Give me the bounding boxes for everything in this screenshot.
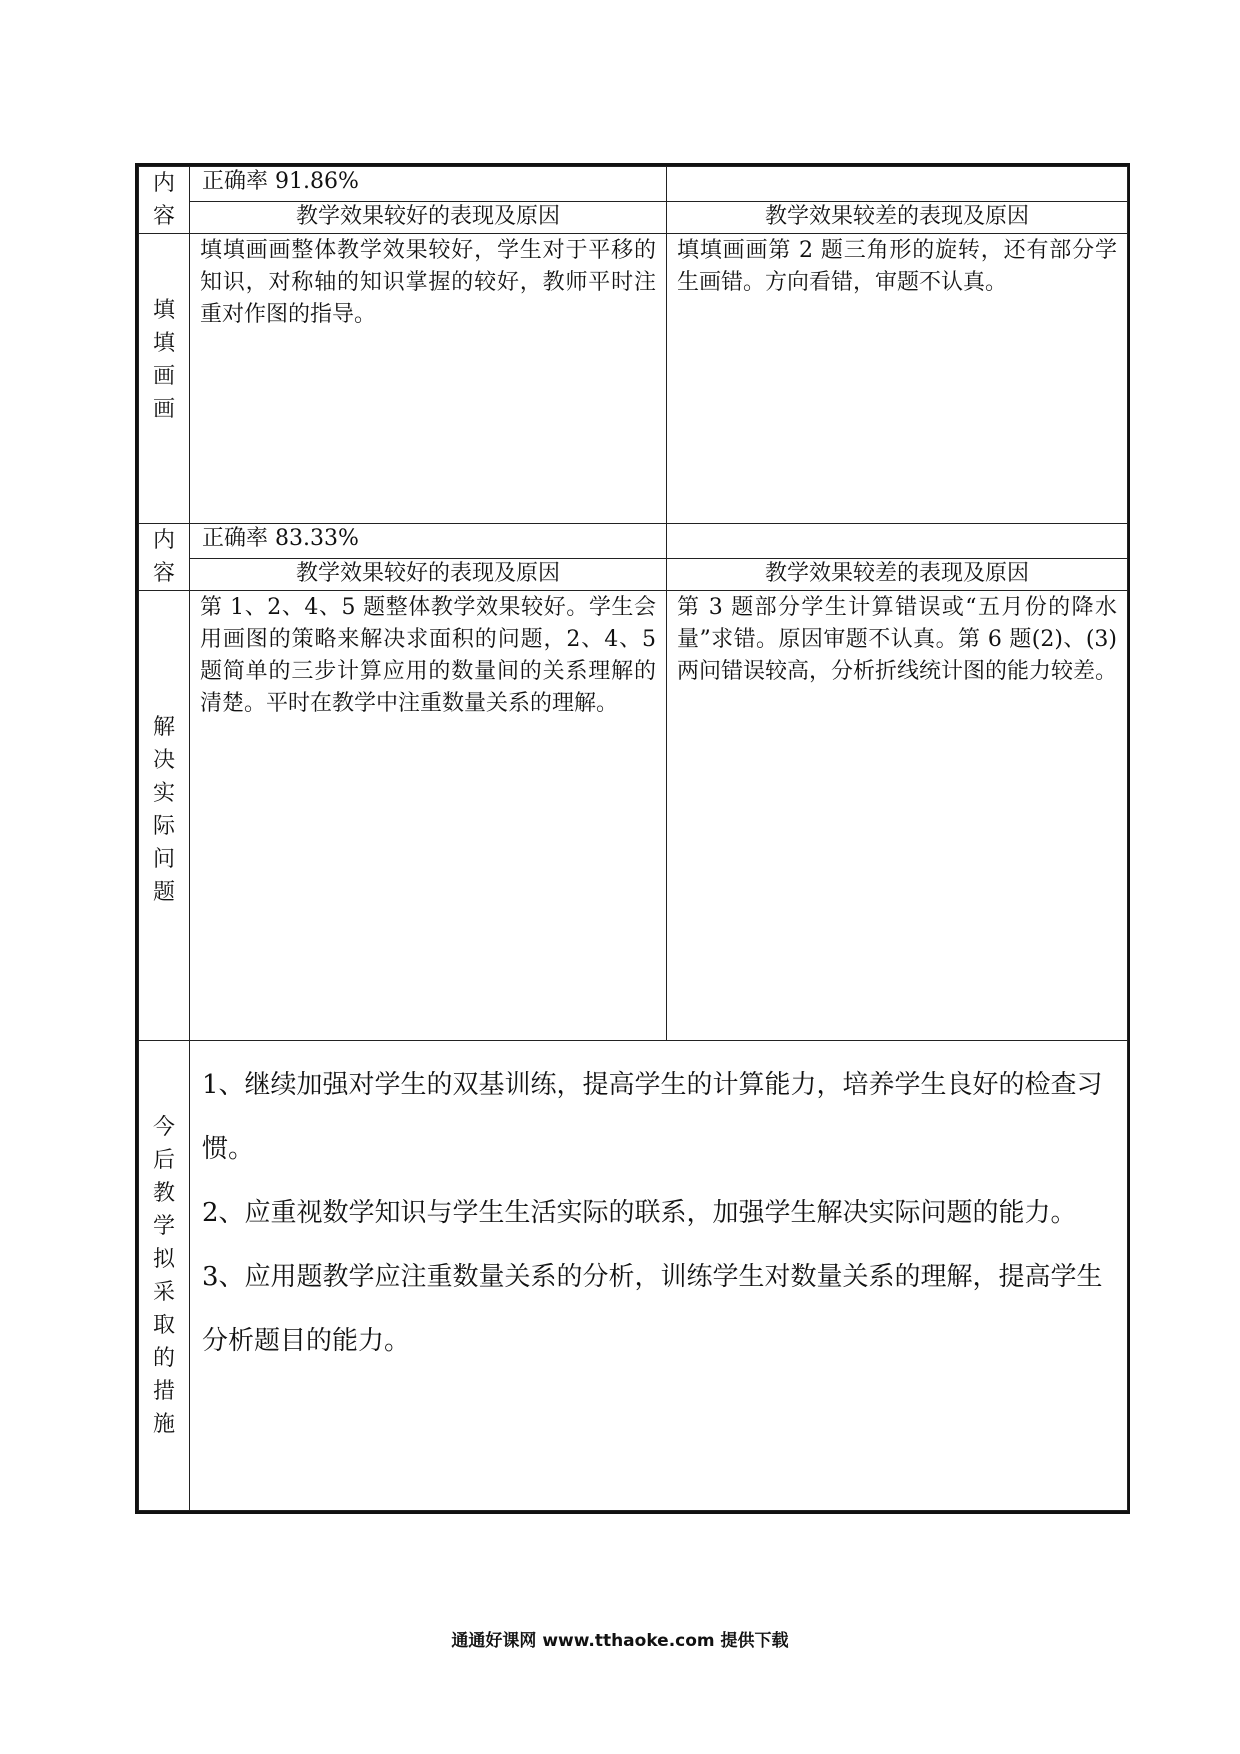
section2-side-label: 解决实际问题 [139, 591, 190, 1041]
section2-good-header: 教学效果较好的表现及原因 [190, 558, 667, 590]
measure-item-3: 3、应用题教学应注重数量关系的分析，训练学生对数量关系的理解，提高学生分析题目的能力。 [202, 1262, 1103, 1356]
section1-accuracy-rate: 正确率 91.86% [190, 167, 667, 202]
section1-bad-text: 填填画画第 2 题三角形的旋转，还有部分学生画错。方向看错，审题不认真。 [667, 234, 1128, 524]
section1-content-label: 内容 [139, 167, 190, 234]
section2-empty-cell [667, 524, 1128, 559]
section1-good-text: 填填画画整体教学效果较好，学生对于平移的知识，对称轴的知识掌握的较好，教师平时注重对作图的指导。 [190, 234, 667, 524]
measure-item-1: 1、继续加强对学生的双基训练，提高学生的计算能力，培养学生良好的检查习惯。 [202, 1070, 1103, 1164]
section2-good-text: 第 1、2、4、5 题整体教学效果较好。学生会用画图的策略来解决求面积的问题，2、4、5 题简单的三步计算应用的数量间的关系理解的清楚。平时在教学中注重数量关系的理解。 [190, 591, 667, 1041]
section1-good-header: 教学效果较好的表现及原因 [190, 201, 667, 233]
measures-content [190, 1041, 1128, 1511]
section1-side-label: 填填画画 [139, 234, 190, 524]
section1-bad-header: 教学效果较差的表现及原因 [667, 201, 1128, 233]
section2-content-label: 内容 [139, 524, 190, 591]
section1-empty-cell [667, 167, 1128, 202]
page-footer: 通通好课网 www.tthaoke.com 提供下载 [451, 1631, 789, 1651]
measures-side-label: 今后教学拟采取的措施 [139, 1041, 190, 1511]
section2-bad-header: 教学效果较差的表现及原因 [667, 558, 1128, 590]
section2-accuracy-rate: 正确率 83.33% [190, 524, 667, 559]
measure-item-2: 2、应重视数学知识与学生生活实际的联系，加强学生解决实际问题的能力。 [202, 1198, 1077, 1228]
analysis-table [135, 163, 1130, 1514]
section2-bad-text: 第 3 题部分学生计算错误或“五月份的降水量”求错。原因审题不认真。第 6 题(2)、(3) 两问错误较高，分析折线统计图的能力较差。 [667, 591, 1128, 1041]
